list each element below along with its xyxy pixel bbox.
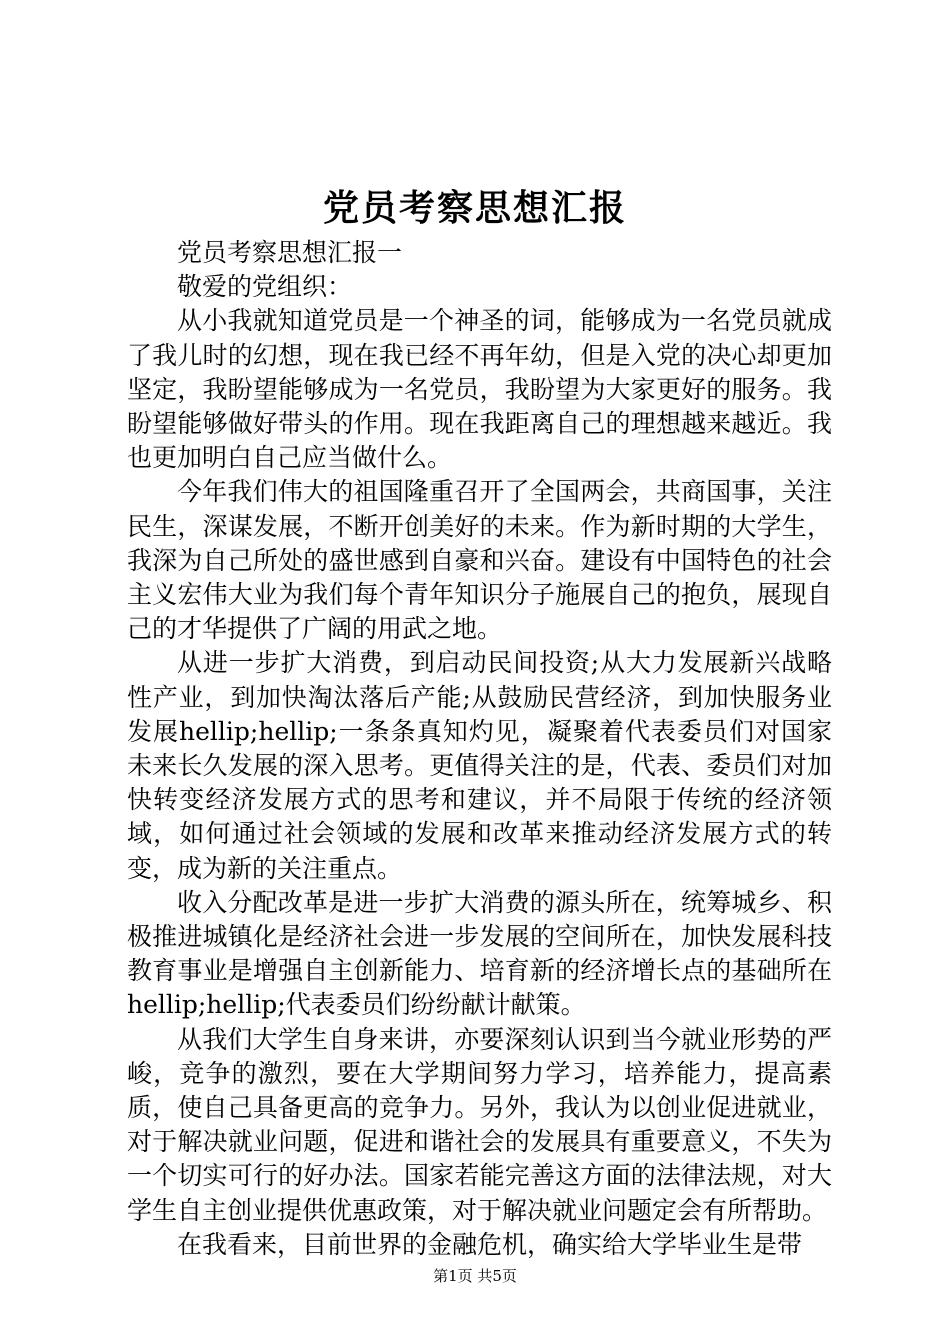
document-body [127, 236, 832, 1262]
page-total: 共5页 [477, 1267, 517, 1285]
salutation: 敬爱的党组织： [177, 272, 353, 302]
page-number: 第1页 [433, 1267, 473, 1285]
document-title: 党员考察思想汇报 [322, 187, 627, 229]
paragraph: 今年我们伟大的祖国隆重召开了全国两会，共商国事，关注民生，深谋发展，不断开创美好的未来。作为新时期的大学生，我深为自己所处的盛世感到自豪和兴奋。建设有中国特色的社会主义宏伟大业为我们每个青年知识分子施展自己的抱负，展现自己的才华提供了广阔的用武之地。 [127, 477, 832, 644]
paragraph: 从进一步扩大消费，到启动民间投资;从大力发展新兴战略性产业，到加快淘汰落后产能;从鼓励民营经济，到加快服务业发展hellip;hellip;一条条真知灼见，凝聚着代表委员们对国家未来长久发展的深入思考。更值得关注的是，代表、委员们对加快转变经济发展方式的思考和建议，并不局限于传统的经济领域，如何通过社会领域的发展和改革来推动经济发展方式的转变，成为新的关注重点。 [127, 648, 832, 883]
paragraph: 在我看来，目前世界的金融危机，确实给大学毕业生是带 [177, 1229, 803, 1259]
paragraph: 从小我就知道党员是一个神圣的词，能够成为一名党员就成了我儿时的幻想，现在我已经不再年幼，但是入党的决心却更加坚定，我盼望能够成为一名党员，我盼望为大家更好的服务。我盼望能够做好带头的作用。现在我距离自己的理想越来越近。我也更加明白自己应当做什么。 [127, 306, 832, 473]
section-heading: 党员考察思想汇报一 [177, 238, 403, 267]
paragraph: 收入分配改革是进一步扩大消费的源头所在，统筹城乡、积极推进城镇化是经济社会进一步发展的空间所在，加快发展科技教育事业是增强自主创新能力、培育新的经济增长点的基础所在hellip;hellip;代表委员们纷纷献计献策。 [127, 887, 832, 1020]
paragraph: 从我们大学生自身来讲，亦要深刻认识到当今就业形势的严峻，竞争的激烈，要在大学期间努力学习，培养能力，提高素质，使自己具备更高的竞争力。另外，我认为以创业促进就业，对于解决就业问题，促进和谐社会的发展具有重要意义，不失为一个切实可行的好办法。国家若能完善这方面的法律法规，对大学生自主创业提供优惠政策，对于解决就业问题定会有所帮助。 [127, 1024, 832, 1225]
page-footer [0, 1266, 950, 1286]
